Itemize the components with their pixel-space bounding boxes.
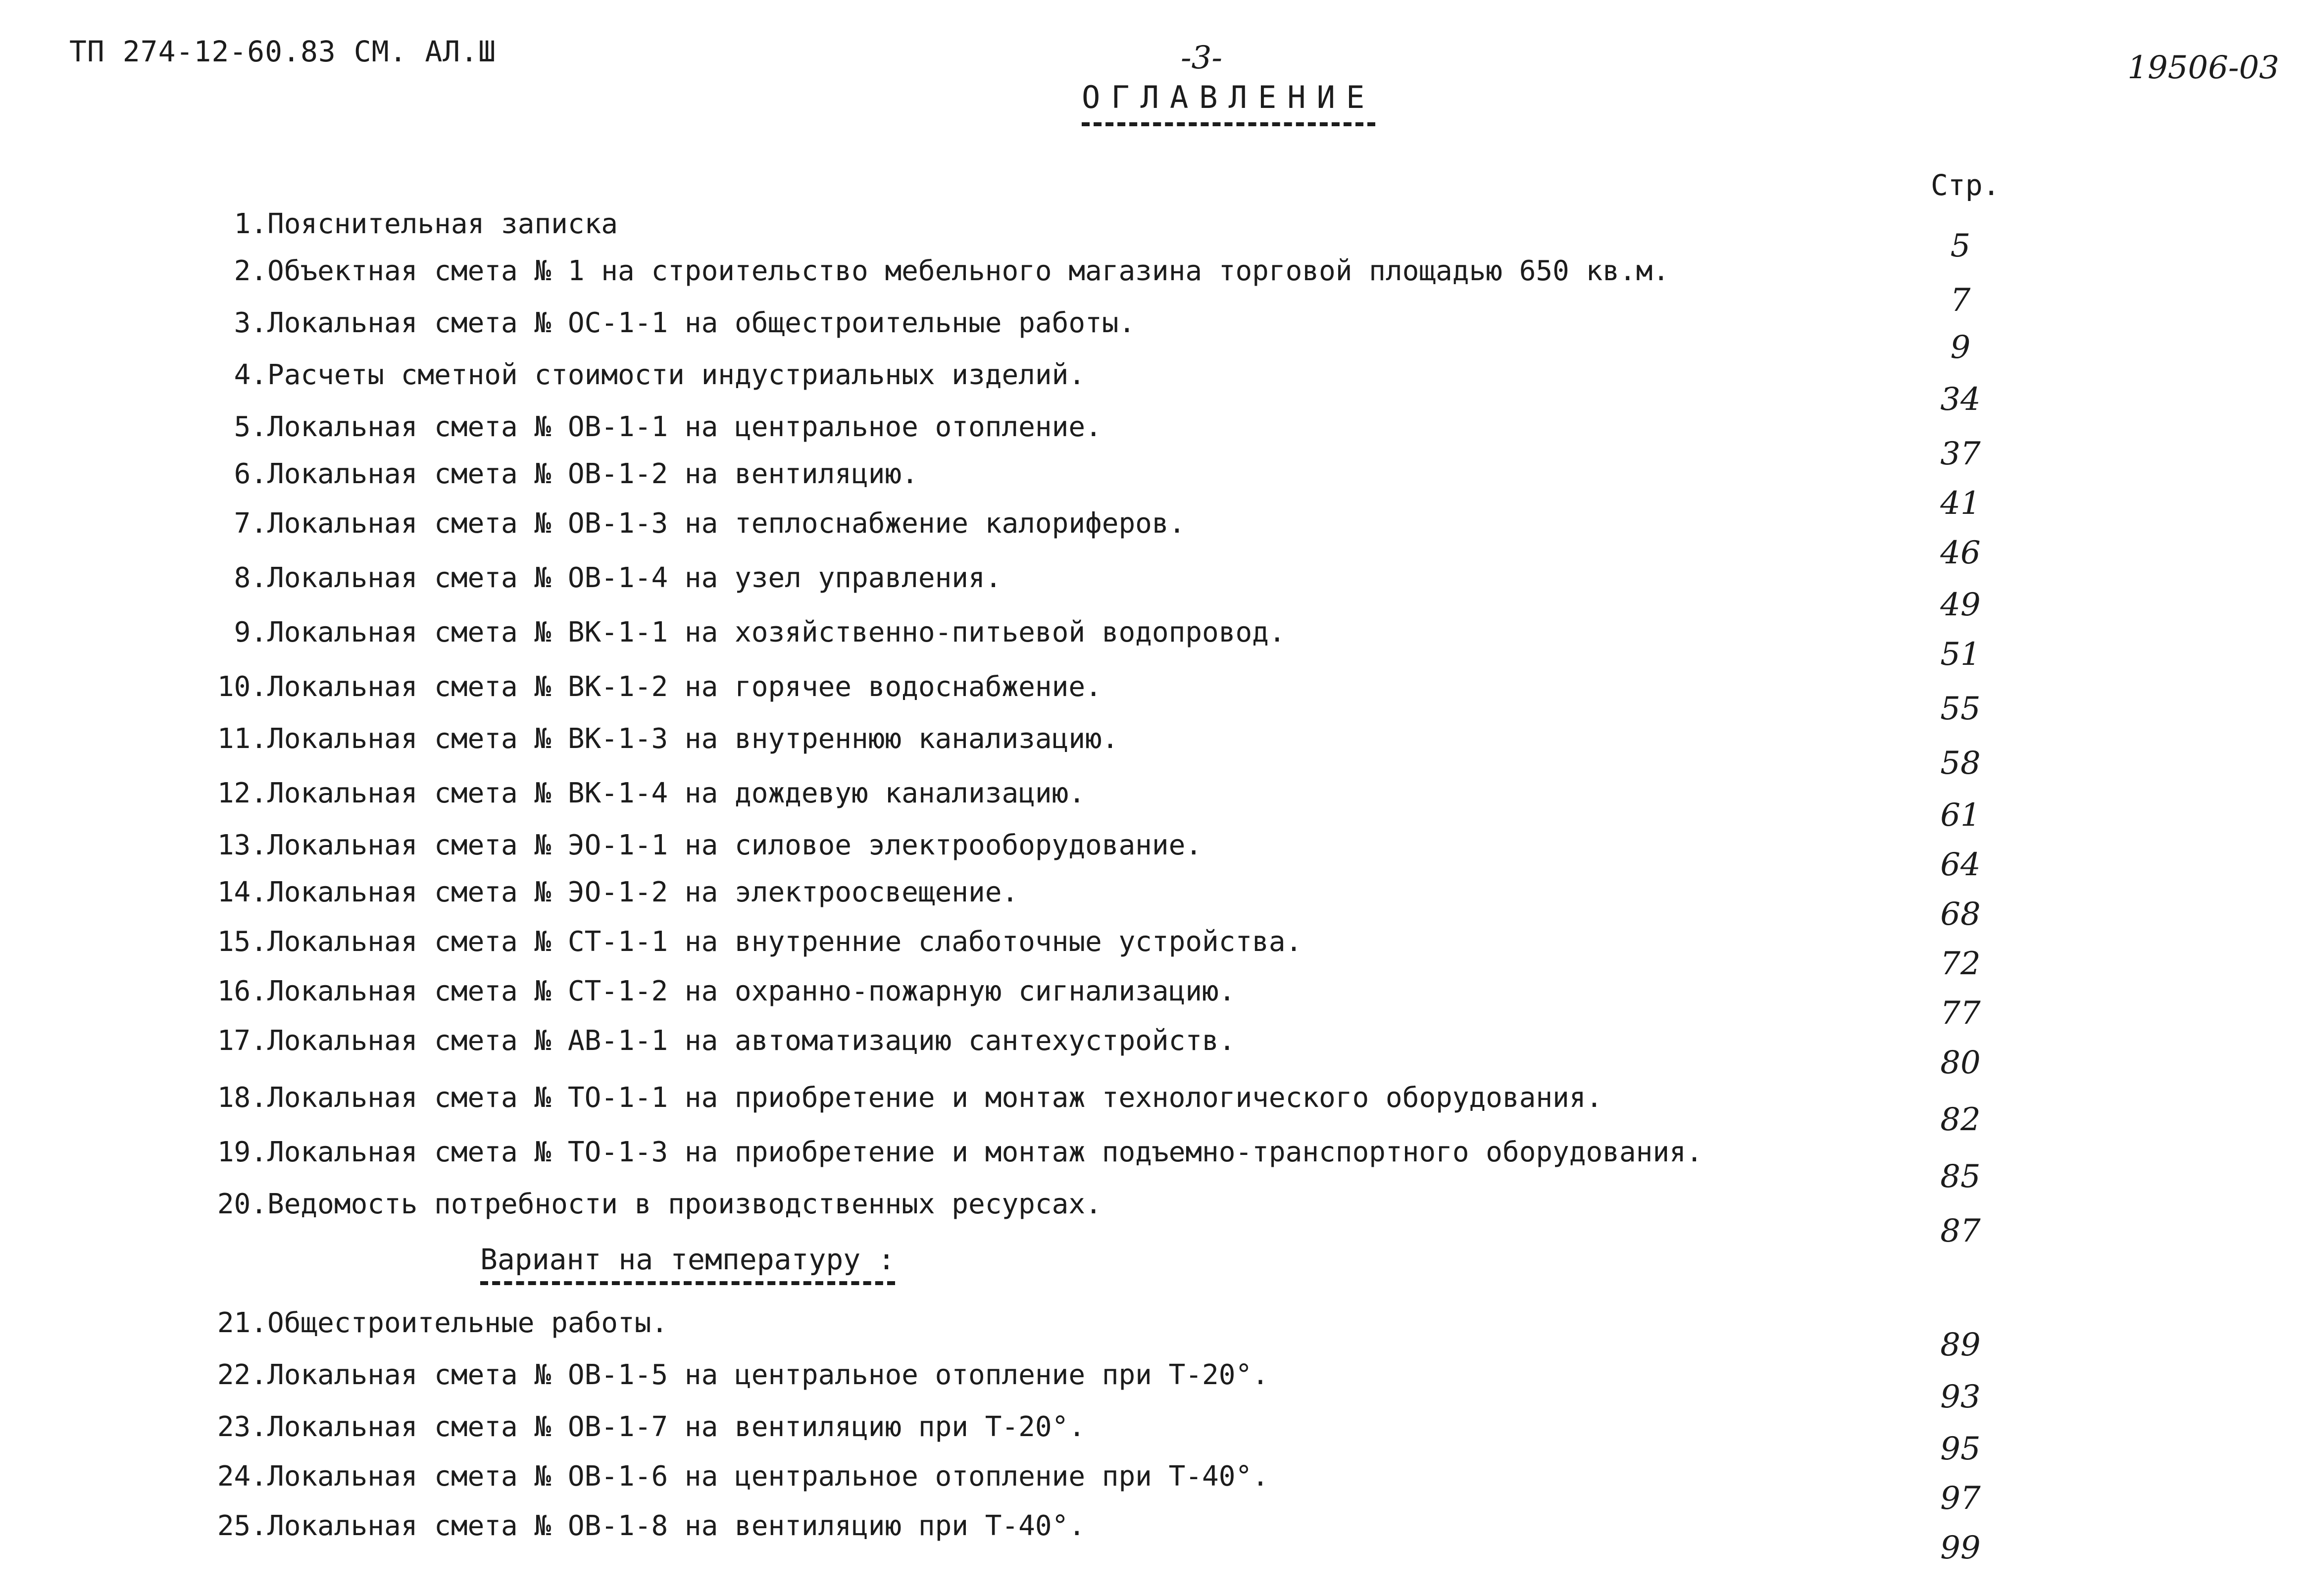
toc-item-page: 55 [1940, 691, 1981, 727]
toc-item-page: 58 [1940, 745, 1981, 782]
toc-item-number: 22. [217, 1359, 267, 1391]
toc-item-title: Локальная смета № ОВ-1-5 на центральное отопление при Т-20°. [267, 1359, 1269, 1391]
toc-item-title: Локальная смета № ТО-1-3 на приобретение и монтаж подъемно-транспортного оборудования. [267, 1136, 1703, 1168]
toc-item-number: 24. [217, 1460, 267, 1493]
toc-item-number: 10. [217, 671, 267, 703]
toc-item-page: 87 [1940, 1213, 1981, 1249]
toc-item-page: 7 [1950, 282, 1971, 319]
toc-item-title: Пояснительная записка [267, 208, 618, 240]
toc-item-number: 1. [234, 208, 267, 240]
toc-item-number: 23. [217, 1411, 267, 1443]
toc-item-number: 13. [217, 829, 267, 861]
toc-item-title: Локальная смета № ОВ-1-4 на узел управления. [267, 562, 1002, 594]
toc-item-title: Локальная смета № ВК-1-4 на дождевую канализацию. [267, 777, 1086, 809]
toc-item-page: 77 [1940, 995, 1981, 1032]
toc-item-page: 95 [1940, 1431, 1981, 1467]
toc-item-title: Локальная смета № ОС-1-1 на общестроительные работы. [267, 307, 1136, 339]
toc-item-title: Расчеты сметной стоимости индустриальных изделий. [267, 359, 1086, 391]
toc-item-page: 5 [1950, 228, 1971, 264]
toc-item-title: Локальная смета № ОВ-1-6 на центральное отопление при Т-40°. [267, 1460, 1269, 1493]
archive-number: 19506-03 [2127, 50, 2279, 86]
variant-heading: Вариант на температуру : [480, 1243, 895, 1285]
toc-item-page: 68 [1940, 896, 1981, 933]
toc-item-title: Локальная смета № ОВ-1-3 на теплоснабжение калориферов. [267, 507, 1186, 540]
toc-item-page: 61 [1940, 797, 1981, 834]
toc-item-number: 9. [234, 616, 267, 648]
toc-item-page: 99 [1940, 1530, 1981, 1566]
toc-item-number: 20. [217, 1188, 267, 1220]
toc-item-title: Локальная смета № ОВ-1-8 на вентиляцию при Т-40°. [267, 1510, 1086, 1542]
toc-item-number: 14. [217, 876, 267, 908]
toc-item-title: Объектная смета № 1 на строительство мебельного магазина торговой площадью 650 кв.м. [267, 255, 1670, 287]
toc-item-number: 16. [217, 975, 267, 1007]
toc-item-title: Локальная смета № ОВ-1-7 на вентиляцию при Т-20°. [267, 1411, 1086, 1443]
toc-item-title: Локальная смета № ЭО-1-2 на электроосвещение. [267, 876, 1019, 908]
toc-item-number: 7. [234, 507, 267, 540]
toc-item-number: 8. [234, 562, 267, 594]
toc-item-title: Локальная смета № СТ-1-1 на внутренние слаботочные устройства. [267, 926, 1303, 958]
toc-item-page: 41 [1940, 485, 1981, 522]
toc-item-page: 89 [1940, 1327, 1981, 1363]
toc-item-number: 4. [234, 359, 267, 391]
toc-item-number: 25. [217, 1510, 267, 1542]
toc-item-title: Локальная смета № ВК-1-1 на хозяйственно-питьевой водопровод. [267, 616, 1286, 648]
toc-item-title: Ведомость потребности в производственных ресурсах. [267, 1188, 1102, 1220]
toc-item-title: Локальная смета № ТО-1-1 на приобретение и монтаж технологического оборудования. [267, 1082, 1603, 1114]
page-column-label: Стр. [1931, 168, 2000, 202]
toc-item-page: 82 [1940, 1101, 1981, 1138]
toc-item-number: 18. [217, 1082, 267, 1114]
toc-item-page: 9 [1950, 329, 1971, 366]
page-title: ОГЛАВЛЕНИЕ [1082, 79, 1375, 126]
toc-item-title: Локальная смета № ОВ-1-2 на вентиляцию. [267, 458, 918, 490]
document-code: ТП 274-12-60.83 СМ. АЛ.Ш [69, 35, 497, 68]
toc-item-number: 6. [234, 458, 267, 490]
toc-item-title: Локальная смета № ОВ-1-1 на центральное отопление. [267, 411, 1102, 443]
toc-item-page: 64 [1940, 847, 1981, 883]
toc-item-page: 72 [1940, 946, 1981, 982]
toc-item-page: 46 [1940, 535, 1981, 571]
toc-item-page: 80 [1940, 1045, 1981, 1081]
toc-item-title: Общестроительные работы. [267, 1307, 668, 1339]
toc-item-number: 2. [234, 255, 267, 287]
toc-item-number: 19. [217, 1136, 267, 1168]
page-number: -3- [1181, 40, 1222, 76]
toc-item-number: 3. [234, 307, 267, 339]
toc-item-page: 85 [1940, 1158, 1981, 1195]
toc-item-number: 12. [217, 777, 267, 809]
toc-item-page: 93 [1940, 1379, 1981, 1415]
toc-item-title: Локальная смета № АВ-1-1 на автоматизацию сантехустройств. [267, 1025, 1236, 1057]
toc-item-title: Локальная смета № СТ-1-2 на охранно-пожарную сигнализацию. [267, 975, 1236, 1007]
toc-item-page: 97 [1940, 1480, 1981, 1517]
toc-item-title: Локальная смета № ВК-1-2 на горячее водоснабжение. [267, 671, 1102, 703]
toc-item-title: Локальная смета № ЭО-1-1 на силовое электрооборудование. [267, 829, 1203, 861]
toc-item-title: Локальная смета № ВК-1-3 на внутреннюю канализацию. [267, 723, 1119, 755]
toc-item-page: 51 [1940, 636, 1981, 673]
toc-item-page: 37 [1940, 436, 1981, 472]
toc-item-page: 34 [1940, 381, 1981, 418]
toc-item-number: 5. [234, 411, 267, 443]
toc-item-number: 21. [217, 1307, 267, 1339]
toc-item-number: 15. [217, 926, 267, 958]
toc-item-page: 49 [1940, 587, 1981, 623]
toc-item-number: 11. [217, 723, 267, 755]
toc-item-number: 17. [217, 1025, 267, 1057]
